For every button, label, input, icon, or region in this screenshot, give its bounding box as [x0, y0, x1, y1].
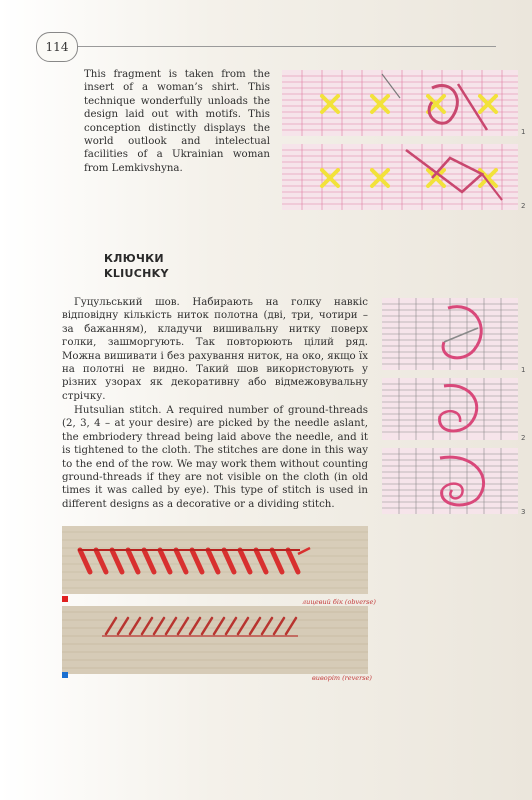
- figure-number: 2: [521, 434, 526, 442]
- section-title-ua: КЛЮЧКИ: [104, 252, 164, 265]
- page-number: 114: [36, 32, 78, 62]
- obverse-caption: лицевий бік (obverse): [302, 598, 376, 606]
- photo-reverse: [62, 606, 368, 674]
- diagram-side-3: [382, 448, 518, 514]
- section-text-ua: Гуцульський шов. Набирають на голку навкіс відповідну кількість ниток полотна (дві, три, чотири – за бажанням), кладучи вишивальну нитку поверх голки, зашморгують. Так повторюють цілий ряд. Можна вишивати і без рахування ниток, на око, якщо їх на полотні не видно. Такий шов використовують у різних узорах як декоративну або відмежовувальну стрічку.: [62, 297, 368, 402]
- section-title: [104, 251, 169, 281]
- diagram-top-2: [282, 144, 518, 210]
- section-text-en: Hutsulian stitch. A required number of ground-threads (2, 3, 4 – at your desire) are picked by the needle aslant, the embriodery thread being laid above the needle, and it is tightened to the cloth. The stitches are done in this way to the end of the row. We may work them without counting ground-threads if they are not visible on the cloth (in old times it was called by eye). This type of stitch is used in different designs as a decorative or a dividing stitch.: [62, 405, 368, 510]
- diagram-side-2: [382, 378, 518, 440]
- diagram-top-1: [282, 70, 518, 136]
- photo-obverse: [62, 526, 368, 594]
- figure-number: 1: [521, 128, 526, 136]
- reverse-marker: [62, 672, 68, 678]
- figure-number: 1: [521, 366, 526, 374]
- figure-number: 3: [521, 508, 526, 516]
- section-title-en: KLIUCHKY: [104, 267, 169, 280]
- obverse-marker: [62, 596, 68, 602]
- figure-number: 2: [521, 202, 526, 210]
- intro-paragraph: This fragment is taken from the insert of a woman’s shirt. This technique wonderfully unloads the design laid out with motifs. This conception distinctly displays the world outlook and intelectual facilities of a Ukrainian woman from Lemkivshyna.: [84, 69, 270, 174]
- reverse-caption: виворіт (reverse): [312, 674, 372, 682]
- diagram-side-1: [382, 298, 518, 370]
- header-rule: [36, 46, 496, 47]
